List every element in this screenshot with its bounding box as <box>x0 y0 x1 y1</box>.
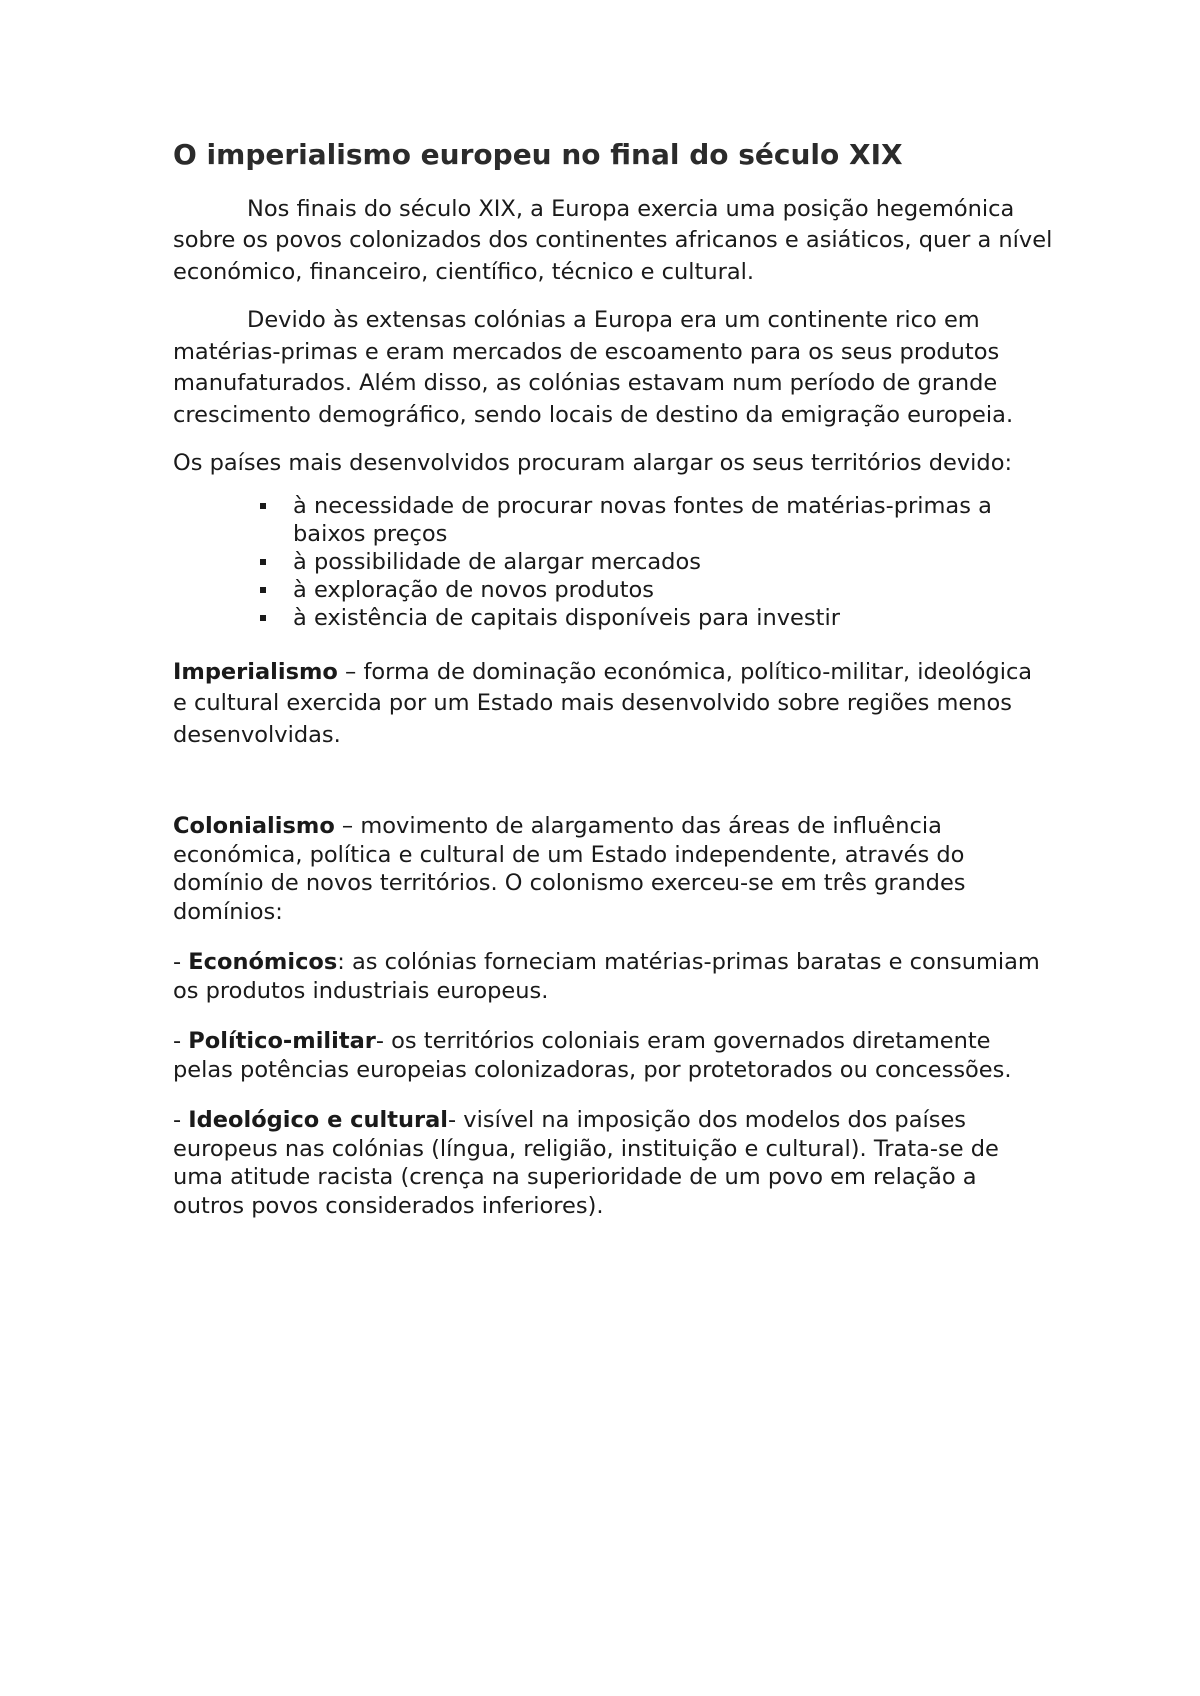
list-item <box>293 548 1053 576</box>
domain-politico-militar <box>173 1027 1053 1084</box>
domain-term: Económicos <box>188 949 338 976</box>
domain-economicos <box>173 948 1053 1005</box>
expansion-paragraph: Os países mais desenvolvidos procuram alargar os seus territórios devido: <box>173 450 1013 477</box>
domain-text: - os territórios coloniais eram governados diretamente pelas potências europeias colonizadoras, por protetorados ou concessões. <box>173 1028 1012 1083</box>
imperialismo-term: Imperialismo <box>173 658 338 685</box>
reason-text: à existência de capitais disponíveis para investir <box>293 604 840 631</box>
colonies-paragraph: Devido às extensas colónias a Europa era um continente rico em matérias-primas e eram mercados de escoamento para os seus produtos manufaturados. Além disso, as colónias estavam num período de grande crescimento demográfico, sendo locais de destino da emigração europeia. <box>173 307 1014 428</box>
spacer <box>173 768 1053 812</box>
reason-text: à possibilidade de alargar mercados <box>293 548 701 575</box>
list-item <box>293 576 1053 604</box>
colonialismo-definition <box>173 812 1053 926</box>
reason-text: à necessidade de procurar novas fontes de matérias-primas a baixos preços <box>293 492 992 547</box>
domain-text: - visível na imposição dos modelos dos países europeus nas colónias (língua, religião, instituição e cultural). Trata-se de uma atitude racista (crença na superioridade de um povo em relação a outros povos considerados inferiores). <box>173 1107 999 1219</box>
square-bullet-icon <box>260 615 266 621</box>
colonialismo-text: – movimento de alargamento das áreas de influência económica, política e cultural de um Estado independente, através do domínio de novos territórios. O colonismo exerceu-se em três grandes domínios: <box>173 813 966 925</box>
domain-prefix: - <box>173 1028 189 1055</box>
imperialismo-definition <box>173 657 1053 752</box>
list-item <box>293 604 1053 632</box>
square-bullet-icon <box>260 587 266 593</box>
domain-term: Ideológico e cultural <box>188 1107 449 1134</box>
colonialismo-term: Colonialismo <box>173 813 335 840</box>
domain-text: : as colónias forneciam matérias-primas baratas e consumiam os produtos industriais europeus. <box>173 949 1040 1004</box>
reason-text: à exploração de novos produtos <box>293 576 655 603</box>
imperialismo-text: – forma de dominação económica, político-militar, ideológica e cultural exercida por um Estado mais desenvolvido sobre regiões menos desenvolvidas. <box>173 658 1033 748</box>
domain-prefix: - <box>173 949 189 976</box>
reasons-list <box>173 492 1053 632</box>
domains-section <box>173 948 1053 1220</box>
document-title: O imperialismo europeu no final do século XIX <box>173 138 903 171</box>
domain-term: Político-militar <box>188 1028 376 1055</box>
domain-prefix: - <box>173 1107 189 1134</box>
domain-ideologico-cultural <box>173 1106 1053 1220</box>
square-bullet-icon <box>260 503 266 509</box>
list-item <box>293 492 1053 548</box>
intro-paragraph: Nos finais do século XIX, a Europa exercia uma posição hegemónica sobre os povos colonizados dos continentes africanos e asiáticos, quer a nível económico, financeiro, científico, técnico e cultural. <box>173 195 1053 285</box>
square-bullet-icon <box>260 559 266 565</box>
document-page <box>173 138 1053 1242</box>
